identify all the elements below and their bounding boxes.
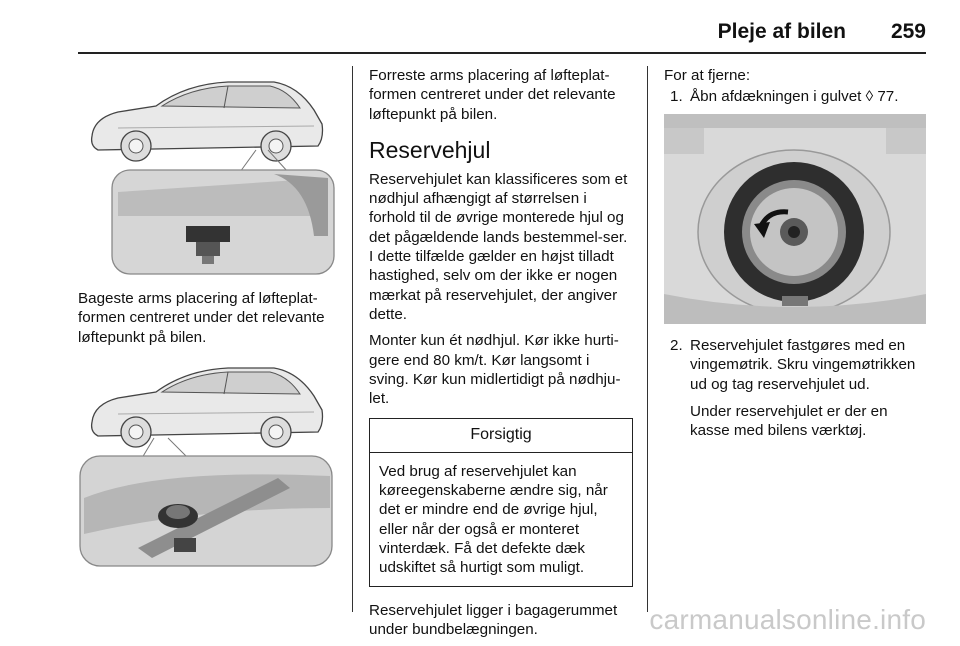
- step-2: [664, 336, 930, 440]
- column-divider-2: [647, 66, 648, 612]
- caution-box: [369, 418, 633, 586]
- right-column: [664, 66, 928, 113]
- intro-front-lift: Forreste arms placering af løfteplat-formen centreret under det relevante løftepunkt på bilen.: [369, 67, 616, 123]
- step-2-number: 2.: [670, 337, 683, 354]
- middle-column: [369, 66, 633, 646]
- removal-steps-continued: [664, 336, 930, 440]
- step-2-text: Reservehjulet fastgøres med en vingemøtrik. Skru vingemøtrikken ud og tag reservehjulet ud.: [690, 337, 916, 393]
- column-divider-1: [352, 66, 353, 612]
- caution-text: Ved brug af reservehjulet kan køreegenskaberne ændre sig, når det er mindre end de øvrige hjul, eller når der også er monteret vinterdæk. Få det defekte dæk udskiftet så hurtigt som muligt.: [379, 462, 608, 577]
- caption-rear-text: Bageste arms placering af løfteplat-formen centreret under det relevante løftepunkt på bilen.: [78, 290, 325, 346]
- illustration-spare-wheel: [664, 114, 926, 324]
- paragraph-emergency-wheel: Monter kun ét nødhjul. Kør ikke hurti-gere end 80 km/t. Kør langsomt i sving. Kør kun midlertidigt på nødhju-let.: [369, 332, 621, 408]
- caution-title: Forsigtig: [370, 419, 632, 452]
- illustration-front-lift-point: [78, 358, 338, 568]
- paragraph-location: Reservehjulet ligger i bagagerummet under bundbelægningen.: [369, 601, 618, 638]
- watermark: carmanualsonline.info: [649, 604, 926, 635]
- step-1-text: Åbn afdækningen i gulvet ◊ 77.: [690, 88, 899, 106]
- step-2-note: Under reservehjulet er der en kasse med bilens værktøj.: [690, 402, 888, 440]
- page-number: 259: [890, 20, 926, 43]
- header-title: Pleje af bilen: [717, 20, 846, 43]
- right-column-step-2: [664, 336, 930, 446]
- removal-intro: For at fjerne:: [664, 67, 751, 84]
- caption-rear-lift: [78, 289, 342, 354]
- removal-steps: [664, 87, 928, 106]
- step-1-number: 1.: [670, 88, 683, 106]
- step-1: [664, 87, 928, 106]
- illustration-rear-lift-point: [78, 66, 338, 278]
- page-header: [78, 20, 926, 54]
- section-title-reservehjul: Reservehjul: [369, 136, 491, 163]
- paragraph-classification: Reservehjulet kan klassificeres som et nødhjul afhængigt af størrelsen i forhold til de øvrige monterede hjul og det pågældende lands bestemmel-ser. I dette tilfælde gælder en højst tilladt hastighed, selv om der ikke er nogen mærkat på reservehjulet, der angiver dette.: [369, 170, 628, 323]
